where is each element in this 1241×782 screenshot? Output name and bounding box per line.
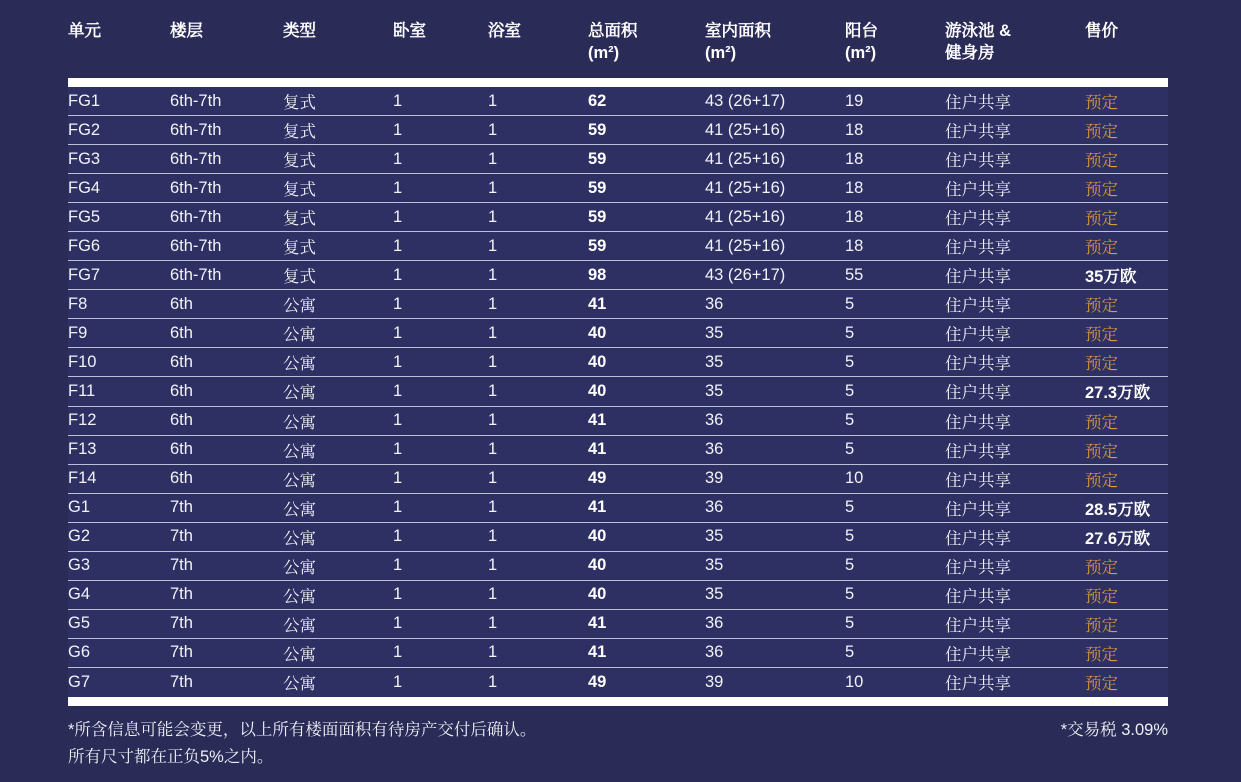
cell-type: 公寓 — [283, 500, 316, 519]
column-header-bathrooms-label: 浴室 — [488, 22, 521, 40]
table-row-f12 — [68, 407, 1168, 436]
cell-price: 预定 — [1085, 587, 1118, 606]
cell-unit: FG5 — [68, 207, 101, 226]
cell-total_area: 41 — [588, 440, 607, 459]
cell-pool_gym: 住户共享 — [945, 471, 1011, 490]
cell-balcony: 55 — [845, 265, 864, 284]
cell-interior_area: 41 (25+16) — [705, 236, 786, 255]
column-header-bedrooms — [393, 20, 488, 42]
cell-total_area: 40 — [588, 323, 607, 342]
cell-interior_area: 36 — [705, 440, 724, 459]
cell-unit: F8 — [68, 294, 88, 313]
cell-bathrooms: 1 — [488, 411, 498, 430]
cell-balcony: 18 — [845, 149, 864, 168]
cell-pool_gym: 住户共享 — [945, 326, 1011, 345]
cell-type: 复式 — [283, 152, 316, 171]
table-row-fg1 — [68, 87, 1168, 116]
cell-total_area: 62 — [588, 91, 607, 110]
table-row-f11 — [68, 377, 1168, 406]
cell-pool_gym: 住户共享 — [945, 616, 1011, 635]
cell-pool_gym: 住户共享 — [945, 181, 1011, 200]
cell-total_area: 59 — [588, 178, 607, 197]
cell-price: 预定 — [1085, 94, 1118, 113]
cell-unit: G1 — [68, 498, 91, 517]
cell-unit: F14 — [68, 469, 97, 488]
cell-pool_gym: 住户共享 — [945, 645, 1011, 664]
cell-price: 预定 — [1085, 442, 1118, 461]
cell-unit: F9 — [68, 323, 88, 342]
cell-type: 公寓 — [283, 558, 316, 577]
cell-price: 预定 — [1085, 675, 1118, 694]
cell-bathrooms: 1 — [488, 91, 498, 110]
cell-floor: 6th — [170, 294, 193, 313]
table-row-fg6 — [68, 232, 1168, 261]
cell-unit: F13 — [68, 440, 97, 459]
column-header-interior-area-unit: (m²) — [705, 44, 737, 62]
cell-type: 公寓 — [283, 355, 316, 374]
cell-bedrooms: 1 — [393, 643, 403, 662]
cell-type: 复式 — [283, 239, 316, 258]
cell-unit: G5 — [68, 614, 91, 633]
cell-interior_area: 35 — [705, 352, 724, 371]
cell-pool_gym: 住户共享 — [945, 239, 1011, 258]
cell-floor: 6th — [170, 411, 193, 430]
cell-type: 公寓 — [283, 413, 316, 432]
table-row-fg3 — [68, 145, 1168, 174]
cell-bathrooms: 1 — [488, 265, 498, 284]
cell-bathrooms: 1 — [488, 236, 498, 255]
cell-unit: F10 — [68, 352, 97, 371]
cell-bathrooms: 1 — [488, 643, 498, 662]
disclaimer-notes — [68, 717, 536, 771]
cell-pool_gym: 住户共享 — [945, 297, 1011, 316]
cell-balcony: 5 — [845, 352, 855, 371]
cell-bathrooms: 1 — [488, 614, 498, 633]
cell-type: 公寓 — [283, 675, 316, 694]
cell-total_area: 59 — [588, 120, 607, 139]
cell-bedrooms: 1 — [393, 120, 403, 139]
cell-price: 预定 — [1085, 471, 1118, 490]
cell-total_area: 40 — [588, 585, 607, 604]
column-header-type-label: 类型 — [283, 22, 316, 40]
cell-pool_gym: 住户共享 — [945, 94, 1011, 113]
cell-unit: FG1 — [68, 91, 101, 110]
cell-unit: G3 — [68, 556, 91, 575]
cell-balcony: 5 — [845, 323, 855, 342]
cell-bedrooms: 1 — [393, 91, 403, 110]
cell-bathrooms: 1 — [488, 498, 498, 517]
cell-type: 公寓 — [283, 384, 316, 403]
cell-floor: 6th-7th — [170, 178, 222, 197]
cell-pool_gym: 住户共享 — [945, 384, 1011, 403]
cell-floor: 6th-7th — [170, 120, 222, 139]
cell-bedrooms: 1 — [393, 381, 403, 400]
cell-pool_gym: 住户共享 — [945, 587, 1011, 606]
cell-bedrooms: 1 — [393, 469, 403, 488]
column-header-pool-gym-label: 游泳池 & — [945, 22, 1011, 40]
column-header-balcony — [845, 20, 945, 64]
cell-bedrooms: 1 — [393, 149, 403, 168]
cell-floor: 7th — [170, 643, 193, 662]
column-header-type — [283, 20, 393, 42]
cell-pool_gym: 住户共享 — [945, 123, 1011, 142]
cell-price: 28.5万欧 — [1085, 500, 1151, 519]
cell-unit: G7 — [68, 672, 91, 691]
cell-total_area: 49 — [588, 672, 607, 691]
cell-interior_area: 41 (25+16) — [705, 149, 786, 168]
cell-bedrooms: 1 — [393, 527, 403, 546]
cell-total_area: 40 — [588, 556, 607, 575]
cell-price: 预定 — [1085, 645, 1118, 664]
cell-floor: 7th — [170, 614, 193, 633]
cell-bathrooms: 1 — [488, 352, 498, 371]
cell-total_area: 98 — [588, 265, 607, 284]
cell-floor: 6th — [170, 352, 193, 371]
table-row-fg2 — [68, 116, 1168, 145]
cell-unit: FG6 — [68, 236, 101, 255]
column-header-total-area-unit: (m²) — [588, 44, 620, 62]
cell-floor: 6th-7th — [170, 207, 222, 226]
cell-bathrooms: 1 — [488, 294, 498, 313]
cell-balcony: 19 — [845, 91, 864, 110]
column-header-total-area — [588, 20, 705, 64]
cell-floor: 6th-7th — [170, 236, 222, 255]
cell-bathrooms: 1 — [488, 178, 498, 197]
column-header-balcony-label: 阳台 — [845, 22, 878, 40]
cell-total_area: 40 — [588, 527, 607, 546]
cell-bedrooms: 1 — [393, 556, 403, 575]
cell-floor: 7th — [170, 672, 193, 691]
cell-bedrooms: 1 — [393, 236, 403, 255]
cell-type: 公寓 — [283, 471, 316, 490]
table-row-fg7 — [68, 261, 1168, 290]
cell-floor: 7th — [170, 585, 193, 604]
column-header-unit-label: 单元 — [68, 22, 101, 40]
cell-pool_gym: 住户共享 — [945, 442, 1011, 461]
cell-bedrooms: 1 — [393, 440, 403, 459]
column-header-pool-gym-label-line2: 健身房 — [945, 44, 995, 62]
column-header-bathrooms — [488, 20, 588, 42]
cell-unit: G6 — [68, 643, 91, 662]
table-row-g6 — [68, 639, 1168, 668]
table-row-f9 — [68, 319, 1168, 348]
cell-bedrooms: 1 — [393, 411, 403, 430]
unit-price-table — [68, 0, 1168, 771]
cell-bedrooms: 1 — [393, 498, 403, 517]
cell-bedrooms: 1 — [393, 323, 403, 342]
column-header-total-area-label: 总面积 — [588, 22, 638, 40]
cell-type: 复式 — [283, 268, 316, 287]
cell-interior_area: 43 (26+17) — [705, 265, 786, 284]
cell-balcony: 18 — [845, 178, 864, 197]
cell-balcony: 5 — [845, 643, 855, 662]
cell-balcony: 18 — [845, 207, 864, 226]
cell-interior_area: 41 (25+16) — [705, 120, 786, 139]
cell-floor: 6th — [170, 469, 193, 488]
cell-interior_area: 39 — [705, 672, 724, 691]
cell-type: 公寓 — [283, 442, 316, 461]
table-header-row — [68, 0, 1168, 78]
column-header-pool-gym — [945, 20, 1085, 64]
cell-unit: FG3 — [68, 149, 101, 168]
cell-bedrooms: 1 — [393, 207, 403, 226]
cell-bedrooms: 1 — [393, 672, 403, 691]
cell-interior_area: 41 (25+16) — [705, 178, 786, 197]
cell-price: 35万欧 — [1085, 268, 1137, 287]
cell-type: 复式 — [283, 210, 316, 229]
disclaimer-line2: 所有尺寸都在正负5%之内。 — [68, 747, 274, 766]
cell-interior_area: 43 (26+17) — [705, 91, 786, 110]
cell-bathrooms: 1 — [488, 672, 498, 691]
cell-pool_gym: 住户共享 — [945, 529, 1011, 548]
cell-total_area: 59 — [588, 207, 607, 226]
cell-floor: 6th-7th — [170, 91, 222, 110]
cell-pool_gym: 住户共享 — [945, 413, 1011, 432]
cell-price: 预定 — [1085, 297, 1118, 316]
table-row-f14 — [68, 465, 1168, 494]
cell-pool_gym: 住户共享 — [945, 268, 1011, 287]
cell-bathrooms: 1 — [488, 440, 498, 459]
cell-total_area: 40 — [588, 352, 607, 371]
cell-price: 预定 — [1085, 355, 1118, 374]
cell-price: 预定 — [1085, 210, 1118, 229]
header-divider-bar — [68, 78, 1168, 87]
cell-type: 公寓 — [283, 616, 316, 635]
cell-floor: 6th — [170, 323, 193, 342]
cell-floor: 6th-7th — [170, 149, 222, 168]
cell-pool_gym: 住户共享 — [945, 210, 1011, 229]
column-header-interior-area — [705, 20, 845, 64]
cell-price: 27.3万欧 — [1085, 384, 1151, 403]
cell-floor: 6th-7th — [170, 265, 222, 284]
cell-interior_area: 35 — [705, 381, 724, 400]
table-row-g4 — [68, 581, 1168, 610]
table-row-f10 — [68, 348, 1168, 377]
cell-total_area: 49 — [588, 469, 607, 488]
cell-balcony: 5 — [845, 527, 855, 546]
cell-bathrooms: 1 — [488, 149, 498, 168]
cell-price: 预定 — [1085, 181, 1118, 200]
cell-floor: 7th — [170, 527, 193, 546]
cell-unit: G4 — [68, 585, 91, 604]
cell-floor: 7th — [170, 556, 193, 575]
cell-total_area: 59 — [588, 149, 607, 168]
cell-type: 公寓 — [283, 645, 316, 664]
cell-balcony: 18 — [845, 236, 864, 255]
cell-bedrooms: 1 — [393, 585, 403, 604]
table-row-fg5 — [68, 203, 1168, 232]
table-row-g3 — [68, 552, 1168, 581]
cell-unit: F11 — [68, 381, 96, 400]
cell-price: 预定 — [1085, 558, 1118, 577]
column-header-price-label: 售价 — [1085, 22, 1118, 40]
cell-balcony: 5 — [845, 440, 855, 459]
table-row-g1 — [68, 494, 1168, 523]
cell-bathrooms: 1 — [488, 120, 498, 139]
cell-interior_area: 35 — [705, 323, 724, 342]
table-row-fg4 — [68, 174, 1168, 203]
cell-price: 27.6万欧 — [1085, 529, 1151, 548]
cell-interior_area: 39 — [705, 469, 724, 488]
cell-type: 公寓 — [283, 587, 316, 606]
cell-total_area: 41 — [588, 643, 607, 662]
cell-bedrooms: 1 — [393, 265, 403, 284]
cell-bathrooms: 1 — [488, 469, 498, 488]
cell-price: 预定 — [1085, 123, 1118, 142]
cell-floor: 6th — [170, 381, 193, 400]
cell-interior_area: 35 — [705, 585, 724, 604]
cell-type: 复式 — [283, 123, 316, 142]
cell-balcony: 5 — [845, 614, 855, 633]
column-header-interior-area-label: 室内面积 — [705, 22, 771, 40]
footer-divider-bar — [68, 697, 1168, 706]
cell-interior_area: 36 — [705, 614, 724, 633]
cell-pool_gym: 住户共享 — [945, 675, 1011, 694]
cell-floor: 7th — [170, 498, 193, 517]
cell-unit: F12 — [68, 411, 97, 430]
column-header-unit — [68, 20, 170, 42]
cell-interior_area: 36 — [705, 643, 724, 662]
cell-unit: FG2 — [68, 120, 101, 139]
disclaimer-line1: *所含信息可能会变更，以上所有楼面面积有待房产交付后确认。 — [68, 720, 537, 739]
column-header-floor-label: 楼层 — [170, 22, 203, 40]
transfer-tax-note: *交易税 3.09% — [1060, 720, 1168, 739]
table-row-g7 — [68, 668, 1168, 697]
table-row-g5 — [68, 610, 1168, 639]
cell-type: 公寓 — [283, 326, 316, 345]
cell-bathrooms: 1 — [488, 585, 498, 604]
cell-unit: FG4 — [68, 178, 101, 197]
cell-bedrooms: 1 — [393, 352, 403, 371]
table-footer — [68, 717, 1168, 771]
column-header-balcony-unit: (m²) — [845, 44, 877, 62]
cell-type: 公寓 — [283, 297, 316, 316]
cell-type: 复式 — [283, 94, 316, 113]
cell-balcony: 5 — [845, 294, 855, 313]
cell-bathrooms: 1 — [488, 527, 498, 546]
cell-bedrooms: 1 — [393, 614, 403, 633]
cell-price: 预定 — [1085, 413, 1118, 432]
cell-interior_area: 35 — [705, 527, 724, 546]
cell-type: 复式 — [283, 181, 316, 200]
cell-balcony: 18 — [845, 120, 864, 139]
cell-bathrooms: 1 — [488, 323, 498, 342]
cell-balcony: 5 — [845, 381, 855, 400]
table-row-g2 — [68, 523, 1168, 552]
cell-bedrooms: 1 — [393, 294, 403, 313]
cell-type: 公寓 — [283, 529, 316, 548]
cell-total_area: 40 — [588, 381, 607, 400]
cell-pool_gym: 住户共享 — [945, 355, 1011, 374]
table-row-f8 — [68, 290, 1168, 319]
cell-total_area: 59 — [588, 236, 607, 255]
cell-balcony: 5 — [845, 498, 855, 517]
cell-bedrooms: 1 — [393, 178, 403, 197]
cell-unit: FG7 — [68, 265, 101, 284]
cell-interior_area: 36 — [705, 498, 724, 517]
cell-pool_gym: 住户共享 — [945, 500, 1011, 519]
cell-price: 预定 — [1085, 239, 1118, 258]
cell-balcony: 10 — [845, 469, 864, 488]
cell-interior_area: 36 — [705, 411, 724, 430]
column-header-floor — [170, 20, 283, 42]
cell-price: 预定 — [1085, 616, 1118, 635]
cell-price: 预定 — [1085, 326, 1118, 345]
cell-interior_area: 36 — [705, 294, 724, 313]
cell-interior_area: 35 — [705, 556, 724, 575]
cell-total_area: 41 — [588, 498, 607, 517]
cell-total_area: 41 — [588, 294, 607, 313]
cell-price: 预定 — [1085, 152, 1118, 171]
cell-balcony: 10 — [845, 672, 864, 691]
cell-balcony: 5 — [845, 585, 855, 604]
cell-total_area: 41 — [588, 614, 607, 633]
cell-unit: G2 — [68, 527, 91, 546]
cell-bathrooms: 1 — [488, 207, 498, 226]
cell-balcony: 5 — [845, 411, 855, 430]
cell-total_area: 41 — [588, 411, 607, 430]
table-row-f13 — [68, 436, 1168, 465]
cell-interior_area: 41 (25+16) — [705, 207, 786, 226]
column-header-bedrooms-label: 卧室 — [393, 22, 426, 40]
table-body — [68, 87, 1168, 697]
cell-bathrooms: 1 — [488, 381, 498, 400]
cell-balcony: 5 — [845, 556, 855, 575]
cell-bathrooms: 1 — [488, 556, 498, 575]
cell-pool_gym: 住户共享 — [945, 152, 1011, 171]
column-header-price — [1085, 20, 1168, 42]
cell-pool_gym: 住户共享 — [945, 558, 1011, 577]
cell-floor: 6th — [170, 440, 193, 459]
